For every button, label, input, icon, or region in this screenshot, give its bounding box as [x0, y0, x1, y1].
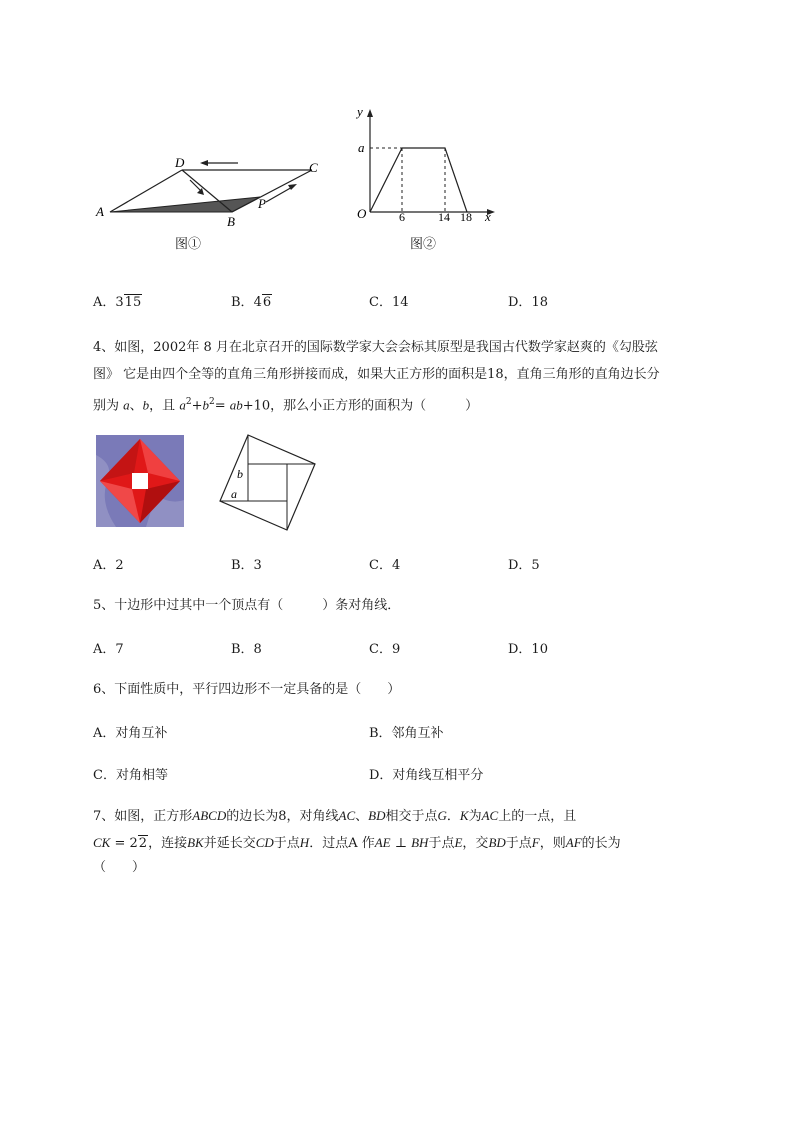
q5-option-c: C．9 — [369, 642, 401, 657]
figure-1 — [90, 150, 330, 250]
q6-option-a: A．对角互补 — [93, 726, 168, 741]
q4-line-3: 别为 a、b，且 $a^2+b^2= ab+10$，那么小正方形的面积为（ ） — [93, 397, 479, 414]
point-B: B — [227, 214, 235, 229]
gougu-figure — [215, 432, 320, 532]
q4-option-c: C．4 — [369, 558, 401, 573]
figure-2-caption: 图② — [410, 237, 437, 252]
q7-line-1: 7、如图，正方形ABCD的边长为8，对角线AC、BD相交于点G．K为AC上的一点，且 — [93, 808, 577, 824]
point-D: D — [175, 155, 185, 170]
q3-option-c: C．14 — [369, 295, 409, 310]
q4-line-1: 4、如图，2002年 8 月在北京召开的国际数学家大会会标其原型是我国古代数学家赵爽的《勾股弦 — [93, 340, 658, 355]
point-P: P — [258, 196, 266, 211]
q3-option-b: B．46 — [231, 295, 272, 310]
q4-option-b: B．3 — [231, 558, 262, 573]
tick-18: 18 — [460, 210, 472, 224]
congress-logo — [96, 435, 184, 527]
origin-label: O — [357, 206, 367, 221]
point-C: C — [309, 160, 318, 175]
tick-6: 6 — [399, 210, 405, 224]
x-axis-label: x — [485, 209, 491, 224]
q6-text: 6、下面性质中，平行四边形不一定具备的是（ ） — [93, 682, 401, 697]
q5-text: 5、十边形中过其中一个顶点有（ ）条对角线． — [93, 598, 401, 613]
tick-14: 14 — [438, 210, 450, 224]
figure-1-caption: 图① — [175, 237, 202, 252]
a-label: a — [358, 140, 365, 155]
q4-line-2: 图》 它是由四个全等的直角三角形拼接而成，如果大正方形的面积是18，直角三角形的直角边长分 — [93, 367, 660, 382]
q4-option-a: A．2 — [93, 558, 124, 573]
q4-option-d: D．5 — [508, 558, 540, 573]
q7-line-3: （ ） — [93, 860, 146, 875]
q5-option-b: B．8 — [231, 642, 262, 657]
label-b: b — [237, 467, 243, 481]
q7-line-2: CK = 22，连接BK并延长交CD于点H．过点A 作AE ⊥ BH于点E，交BD于点F，则AF的长为 — [93, 835, 621, 851]
q6-option-d: D．对角线互相平分 — [369, 768, 484, 783]
y-axis-label: y — [357, 104, 363, 119]
q6-option-c: C．对角相等 — [93, 768, 168, 783]
q3-option-a: A．315 — [93, 295, 142, 310]
q5-option-a: A．7 — [93, 642, 124, 657]
q5-option-d: D．10 — [508, 642, 548, 657]
q3-option-d: D．18 — [508, 295, 548, 310]
figure-2 — [352, 100, 502, 225]
q6-option-b: B．邻角互补 — [369, 726, 444, 741]
point-A: A — [96, 204, 104, 219]
label-a: a — [231, 487, 237, 501]
